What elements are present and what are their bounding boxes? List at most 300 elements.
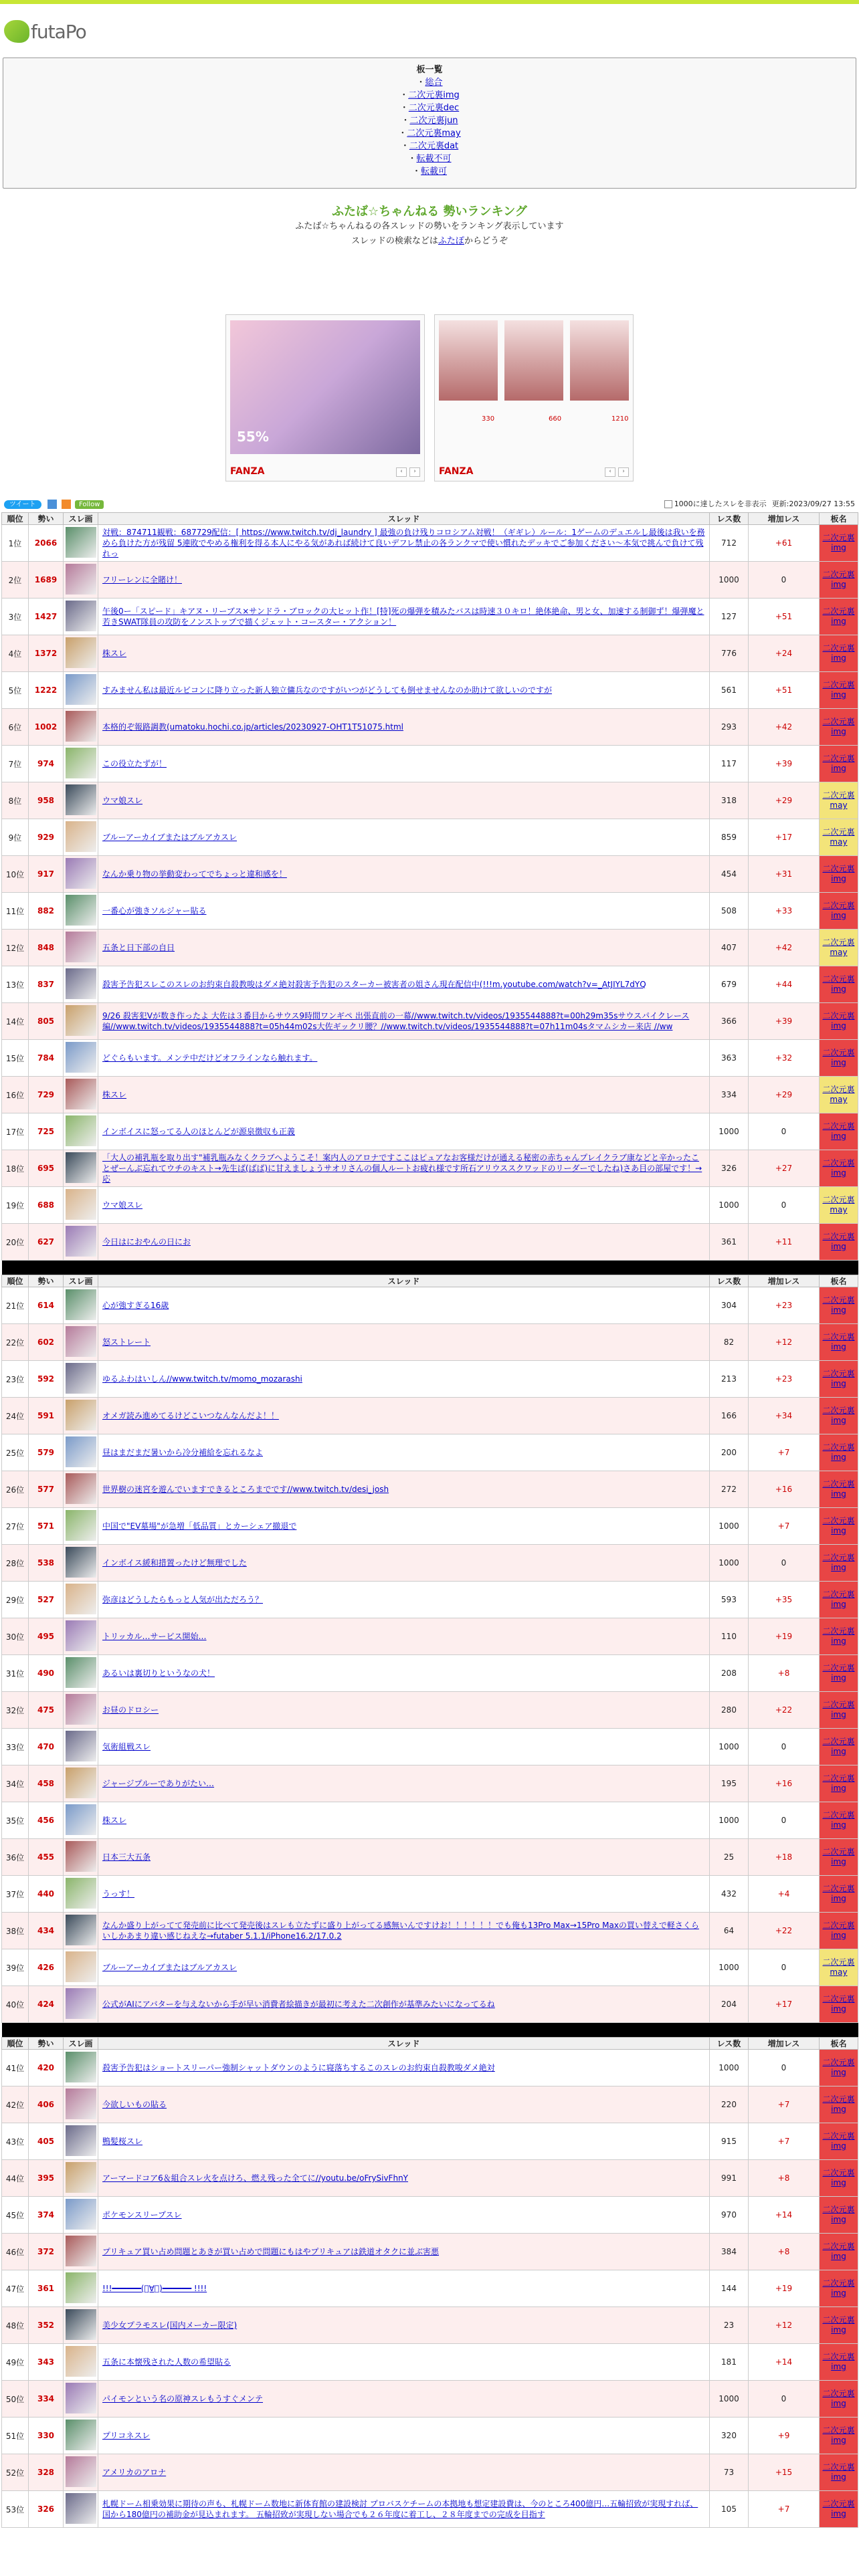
table-row bbox=[2, 1986, 858, 2023]
thread-link[interactable]: 対戦：874711観戦：687729配信：[ https://www.twitch.tv/dj_laundry ] 最強の負け残りコロシアム対戦！（ギギレ）ルール：1ゲームのデュエルし最後は我いを務めら負けた方が残留 5連敗でやめる権利を得る本人にやる気があれば続けて良いデフレ禁止の各ランクマで使い慣れたデッキでご参加ください～本気で挑んで負けて残れっ bbox=[102, 528, 705, 558]
board-name-link[interactable]: 二次元裏may bbox=[822, 1195, 855, 1214]
thread-thumbnail[interactable] bbox=[66, 932, 96, 962]
reply-count-cell: 334 bbox=[710, 1077, 749, 1113]
thread-thumbnail[interactable] bbox=[66, 1915, 96, 1945]
thumbnail-cell[interactable] bbox=[64, 1324, 98, 1361]
column-header[interactable]: 順位 bbox=[2, 1275, 29, 1287]
thread-thumbnail[interactable] bbox=[66, 1988, 96, 2019]
column-header[interactable]: 増加レス bbox=[749, 1275, 820, 1287]
thread-thumbnail[interactable] bbox=[66, 1005, 96, 1036]
thumbnail-cell[interactable] bbox=[64, 1077, 98, 1113]
thread-thumbnail[interactable] bbox=[66, 1584, 96, 1614]
board-cell bbox=[820, 1398, 858, 1434]
board-link[interactable]: 二次元裏may bbox=[407, 128, 461, 138]
thread-thumbnail[interactable] bbox=[66, 895, 96, 926]
board-name-link[interactable]: 二次元裏img bbox=[822, 570, 855, 589]
board-list-item bbox=[3, 102, 856, 114]
thread-link[interactable]: プリキュア買い占め問題とあきが買い占めで問題にもはやプリキュアは鉄道オタクに並ぶ害悪 bbox=[102, 2247, 440, 2256]
thread-thumbnail[interactable] bbox=[66, 1657, 96, 1688]
thread-thumbnail[interactable] bbox=[66, 858, 96, 889]
board-name-link[interactable]: 二次元裏img bbox=[822, 754, 855, 773]
thread-thumbnail[interactable] bbox=[66, 1289, 96, 1320]
thumbnail-cell[interactable] bbox=[64, 2307, 98, 2344]
column-header[interactable]: スレッド bbox=[98, 2038, 710, 2050]
board-name-link[interactable]: 二次元裏img bbox=[822, 1847, 855, 1866]
thread-link[interactable]: お昼のドロシー bbox=[102, 1705, 159, 1715]
board-name-link[interactable]: 二次元裏img bbox=[822, 1810, 855, 1830]
board-link[interactable]: 二次元裏jun bbox=[409, 116, 458, 126]
thread-title-cell bbox=[98, 1398, 710, 1434]
column-header[interactable]: スレ画 bbox=[64, 2038, 98, 2050]
board-name-link[interactable]: 二次元裏img bbox=[822, 864, 855, 883]
board-name-link[interactable]: 二次元裏img bbox=[822, 1121, 855, 1141]
thread-link[interactable]: すみません私は最近ルビコンに降り立った新人独立傭兵なのですがいつがどうしても倒せませんなのか助けて欲しいのですが bbox=[102, 685, 553, 695]
thread-link[interactable]: 怒ストレート bbox=[102, 1337, 151, 1347]
thread-link[interactable]: !!!━━━━━━(ﾟ∀ﾟ)━━━━━━ !!!! bbox=[102, 2284, 207, 2293]
board-name-link[interactable]: 二次元裏img bbox=[822, 974, 855, 994]
thread-thumbnail[interactable] bbox=[66, 1152, 96, 1183]
thumbnail-cell[interactable] bbox=[64, 2454, 98, 2491]
board-name-link[interactable]: 二次元裏img bbox=[822, 2131, 855, 2151]
column-header[interactable]: スレッド bbox=[98, 513, 710, 525]
thread-thumbnail[interactable] bbox=[66, 2199, 96, 2230]
thumbnail-cell[interactable] bbox=[64, 1508, 98, 1545]
column-header[interactable]: 増加レス bbox=[749, 513, 820, 525]
thumbnail-cell[interactable] bbox=[64, 1113, 98, 1150]
thread-link[interactable]: ウマ娘スレ bbox=[102, 1200, 143, 1210]
thread-link[interactable]: あるいは裏切りというなの犬！ bbox=[102, 1669, 215, 1678]
thumbnail-cell[interactable] bbox=[64, 1839, 98, 1876]
thread-thumbnail[interactable] bbox=[66, 1510, 96, 1541]
thread-thumbnail[interactable] bbox=[66, 1620, 96, 1651]
thread-thumbnail[interactable] bbox=[66, 637, 96, 668]
thread-link[interactable]: 日本三大五条 bbox=[102, 1852, 151, 1862]
reply-increase-cell: +44 bbox=[749, 966, 820, 1003]
thread-thumbnail[interactable] bbox=[66, 821, 96, 852]
column-header[interactable]: 板名 bbox=[820, 1275, 858, 1287]
speed-cell: 848 bbox=[29, 930, 64, 966]
board-name-link[interactable]: 二次元裏img bbox=[822, 2426, 855, 2445]
thread-thumbnail[interactable] bbox=[66, 2383, 96, 2413]
thumbnail-cell[interactable] bbox=[64, 930, 98, 966]
board-name-link[interactable]: 二次元裏may bbox=[822, 1085, 855, 1104]
thread-title-cell bbox=[98, 2160, 710, 2197]
thread-thumbnail[interactable] bbox=[66, 2493, 96, 2524]
reply-count-cell: 127 bbox=[710, 599, 749, 635]
table-row bbox=[2, 1729, 858, 1765]
thread-thumbnail[interactable] bbox=[66, 1731, 96, 1761]
board-name-link[interactable]: 二次元裏img bbox=[822, 901, 855, 920]
rank-cell: 17位 bbox=[2, 1113, 29, 1150]
thread-thumbnail[interactable] bbox=[66, 1363, 96, 1394]
thread-thumbnail[interactable] bbox=[66, 2088, 96, 2119]
thumbnail-cell[interactable] bbox=[64, 2160, 98, 2197]
board-link[interactable]: 転載不可 bbox=[416, 154, 452, 164]
column-header[interactable]: 勢い bbox=[29, 2038, 64, 2050]
board-list-item bbox=[3, 76, 856, 89]
board-link[interactable]: 二次元裏img bbox=[408, 90, 460, 100]
table-header bbox=[2, 1275, 858, 1287]
thumbnail-cell[interactable] bbox=[64, 1876, 98, 1913]
thread-link[interactable]: 五条と日下部の自日 bbox=[102, 943, 175, 952]
rank-cell: 18位 bbox=[2, 1150, 29, 1187]
thumbnail-cell[interactable] bbox=[64, 1287, 98, 1324]
ad-banner-right[interactable] bbox=[434, 314, 634, 481]
board-name-link[interactable]: 二次元裏img bbox=[822, 1994, 855, 2014]
rank-cell: 41位 bbox=[2, 2050, 29, 2086]
board-name-link[interactable]: 二次元裏img bbox=[822, 1232, 855, 1251]
thread-link[interactable]: 一番心が強きソルジャー貼る bbox=[102, 906, 207, 916]
checkbox-icon[interactable] bbox=[664, 500, 672, 508]
thread-link[interactable]: トリッカル…サービス開始… bbox=[102, 1632, 207, 1641]
thumbnail-cell[interactable] bbox=[64, 562, 98, 599]
rss-icon[interactable] bbox=[62, 500, 71, 509]
thumbnail-cell[interactable] bbox=[64, 1471, 98, 1508]
board-name-link[interactable]: 二次元裏img bbox=[822, 1048, 855, 1067]
board-link[interactable]: 二次元裏dec bbox=[408, 103, 460, 113]
thread-link[interactable]: ゆるふわはいしん//www.twitch.tv/momo_mozarashi bbox=[102, 1374, 302, 1384]
board-name-link[interactable]: 二次元裏img bbox=[822, 2168, 855, 2187]
board-name-link[interactable]: 二次元裏img bbox=[822, 1011, 855, 1031]
column-header[interactable]: 順位 bbox=[2, 2038, 29, 2050]
thread-thumbnail[interactable] bbox=[66, 2162, 96, 2193]
thumbnail-cell[interactable] bbox=[64, 893, 98, 930]
thumbnail-cell[interactable] bbox=[64, 2050, 98, 2086]
column-header[interactable]: スレ画 bbox=[64, 513, 98, 525]
site-logo[interactable] bbox=[0, 4, 859, 43]
thumbnail-cell[interactable] bbox=[64, 1618, 98, 1655]
reply-increase-cell: +19 bbox=[749, 1618, 820, 1655]
column-header[interactable]: 板名 bbox=[820, 513, 858, 525]
thread-link[interactable]: 心が強すぎる16歳 bbox=[102, 1301, 169, 1310]
tweet-button[interactable]: ツイート bbox=[4, 500, 41, 509]
reply-count-cell: 73 bbox=[710, 2454, 749, 2491]
thread-link[interactable]: 殺害予告犯はショートスリーパー強制シャットダウンのように寝落ちするこのスレのお約束自殺教唆ダメ絶対 bbox=[102, 2063, 495, 2072]
board-name-link[interactable]: 二次元裏img bbox=[822, 2352, 855, 2371]
board-cell bbox=[820, 2381, 858, 2418]
board-link[interactable]: 二次元裏dat bbox=[409, 141, 459, 151]
thread-link[interactable]: ブルーアーカイブまたはブルアカスレ bbox=[102, 1963, 237, 1972]
thread-link[interactable]: なんか盛り上がってて発売前に比べて発売後はスレも立たずに盛り上がってる感無いんですけお！！！！！！でも俺も13Pro Max→15Pro Maxの買い替えで軽さくらいしかあまり違い感じねえな→futaber 5.1.1/iPhone16.2/17.0.2 bbox=[102, 1921, 699, 1941]
board-link[interactable]: 総合 bbox=[425, 78, 443, 88]
thread-link[interactable]: オメガ読み進めてるけどこいつなんなんだよ！！ bbox=[102, 1411, 279, 1420]
thread-link[interactable]: 札幌ドーム相乗効果に期待の声も、札幌ドーム数地に新体育館の建設検討 プロバスケチームの本拠地も想定建設費は、今のところ400億円…五輪招致が実現すれば、国から180億円の補助金が見込まれます。 五輪招致が実現しない場合でも２６年度に着工し、２８年度までの完成を目指す bbox=[102, 2499, 698, 2519]
reply-count-cell: 454 bbox=[710, 856, 749, 893]
column-header[interactable]: スレッド bbox=[98, 1275, 710, 1287]
board-name-link[interactable]: 二次元裏img bbox=[822, 1406, 855, 1425]
ad-price: 660 bbox=[549, 415, 562, 423]
thread-link[interactable]: 五条に本懐残された人数の希望貼る bbox=[102, 2357, 231, 2367]
thread-thumbnail[interactable] bbox=[66, 968, 96, 999]
thumbnail-cell[interactable] bbox=[64, 2381, 98, 2418]
board-name-link[interactable]: 二次元裏img bbox=[822, 717, 855, 736]
thread-thumbnail[interactable] bbox=[66, 1326, 96, 1357]
reply-increase-cell: +29 bbox=[749, 782, 820, 819]
thread-link[interactable]: 中国で"EV墓場"が急増「低品質」とカーシェア撤退で bbox=[102, 1521, 297, 1531]
board-name-link[interactable]: 二次元裏img bbox=[822, 2242, 855, 2261]
thread-thumbnail[interactable] bbox=[66, 2052, 96, 2082]
table-row bbox=[2, 672, 858, 709]
thumbnail-cell[interactable] bbox=[64, 1361, 98, 1398]
thread-link[interactable]: 鴨髪桜スレ bbox=[102, 2137, 143, 2146]
thumbnail-cell[interactable] bbox=[64, 1655, 98, 1692]
thumbnail-cell[interactable] bbox=[64, 1765, 98, 1802]
board-name-link[interactable]: 二次元裏img bbox=[822, 2462, 855, 2482]
thumbnail-cell[interactable] bbox=[64, 1040, 98, 1077]
thread-link[interactable]: うっす！ bbox=[102, 1889, 135, 1899]
thread-thumbnail[interactable] bbox=[66, 784, 96, 815]
thread-link[interactable]: 殺害予告犯スレこのスレのお約束自殺教唆はダメ絶対殺害予告犯のスターカー被害者の姐さん現在配信中(!!!m.youtube.com/watch?v=_AtJIYL7dYQ bbox=[102, 980, 646, 989]
thread-thumbnail[interactable] bbox=[66, 2236, 96, 2266]
board-name-link[interactable]: 二次元裏may bbox=[822, 790, 855, 810]
thread-thumbnail[interactable] bbox=[66, 1115, 96, 1146]
column-header[interactable]: レス数 bbox=[710, 1275, 749, 1287]
board-name-link[interactable]: 二次元裏img bbox=[822, 1442, 855, 1462]
board-name-link[interactable]: 二次元裏img bbox=[822, 1369, 855, 1388]
thumbnail-cell[interactable] bbox=[64, 1434, 98, 1471]
ad-next-icon[interactable]: › bbox=[409, 467, 420, 477]
thumbnail-cell[interactable] bbox=[64, 1003, 98, 1040]
board-name-link[interactable]: 二次元裏img bbox=[822, 1884, 855, 1903]
thumbnail-cell[interactable] bbox=[64, 2418, 98, 2454]
thread-thumbnail[interactable] bbox=[66, 1841, 96, 1872]
thread-link[interactable]: この役立たずが！ bbox=[102, 759, 167, 768]
thumbnail-cell[interactable] bbox=[64, 709, 98, 746]
board-name-link[interactable]: 二次元裏img bbox=[822, 2095, 855, 2114]
column-header[interactable]: レス数 bbox=[710, 2038, 749, 2050]
reply-count-cell: 508 bbox=[710, 893, 749, 930]
thread-link[interactable]: 株スレ bbox=[102, 1090, 127, 1099]
thumbnail-cell[interactable] bbox=[64, 2086, 98, 2123]
board-name-link[interactable]: 二次元裏img bbox=[822, 1516, 855, 1535]
board-name-link[interactable]: 二次元裏may bbox=[822, 827, 855, 847]
thread-link[interactable]: 9/26 殺害犯Vが数き作ったよ 大佐は３番目からサウス9時間ワンギペ 出張直前の一幕//www.twitch.tv/videos/1935544888?t=00h29m35sサウスパイクレース編//www.twitch.tv/videos/1935544888?t=05h44m02s大佐ギックリ腰？//www.twitch.tv/videos/1935544888?t=07h11m04sタマムシカー来店 //ww bbox=[102, 1011, 690, 1031]
thread-link[interactable]: 公式がAIにアバターを与えないから手が早い消費者絵描きが最初に考えた二次創作が基準みたいになってるね bbox=[102, 2000, 495, 2009]
thread-thumbnail[interactable] bbox=[66, 711, 96, 742]
column-header[interactable]: 勢い bbox=[29, 513, 64, 525]
board-name-link[interactable]: 二次元裏may bbox=[822, 938, 855, 957]
board-name-link[interactable]: 二次元裏may bbox=[822, 1957, 855, 1977]
thread-link[interactable]: 気術組戦スレ bbox=[102, 1742, 151, 1751]
hide-full-threads-toggle[interactable] bbox=[664, 498, 767, 509]
hatena-bookmark-icon[interactable] bbox=[47, 500, 57, 509]
thread-thumbnail[interactable] bbox=[66, 674, 96, 705]
thread-link[interactable]: 今日はにおやんの日にお bbox=[102, 1237, 191, 1247]
thread-link[interactable]: 株スレ bbox=[102, 1816, 127, 1825]
board-name-link[interactable]: 二次元裏img bbox=[822, 1332, 855, 1352]
thumbnail-cell[interactable] bbox=[64, 2197, 98, 2234]
thread-thumbnail[interactable] bbox=[66, 527, 96, 558]
thumbnail-cell[interactable] bbox=[64, 819, 98, 856]
thumbnail-cell[interactable] bbox=[64, 2491, 98, 2528]
board-name-link[interactable]: 二次元裏img bbox=[822, 680, 855, 700]
thumbnail-cell[interactable] bbox=[64, 1949, 98, 1986]
board-name-link[interactable]: 二次元裏img bbox=[822, 1626, 855, 1646]
column-header[interactable]: 増加レス bbox=[749, 2038, 820, 2050]
thread-link[interactable]: アーマードコア6＆組合スレ火を点けろ、燃え残った全てに//youtu.be/oFrySivFhnY bbox=[102, 2173, 409, 2183]
thread-link[interactable]: 株スレ bbox=[102, 649, 127, 658]
thumbnail-cell[interactable] bbox=[64, 1986, 98, 2023]
thumbnail-cell[interactable] bbox=[64, 525, 98, 562]
speed-cell: 882 bbox=[29, 893, 64, 930]
thumbnail-cell[interactable] bbox=[64, 782, 98, 819]
ad-prev-icon[interactable]: ‹ bbox=[605, 467, 615, 477]
thread-link[interactable]: なんか乗り物の挙動変わってでちょっと違和感を！ bbox=[102, 869, 287, 879]
thread-thumbnail[interactable] bbox=[66, 2346, 96, 2377]
thread-link[interactable]: アメリカのアロナ bbox=[102, 2468, 167, 2477]
thread-thumbnail[interactable] bbox=[66, 2420, 96, 2450]
board-name-link[interactable]: 二次元裏img bbox=[822, 607, 855, 626]
thread-link[interactable]: どぐらもいます。メンテ中だけどオフラインなら触れます。 bbox=[102, 1053, 318, 1063]
thumbnail-cell[interactable] bbox=[64, 1187, 98, 1224]
thread-thumbnail[interactable] bbox=[66, 1189, 96, 1220]
thread-link[interactable]: プリコネスレ bbox=[102, 2431, 151, 2440]
futapo-link[interactable]: ふたぽ bbox=[438, 236, 464, 246]
thread-thumbnail[interactable] bbox=[66, 2125, 96, 2156]
thread-thumbnail[interactable] bbox=[66, 564, 96, 595]
board-cell bbox=[820, 746, 858, 782]
rank-cell: 1位 bbox=[2, 525, 29, 562]
thread-thumbnail[interactable] bbox=[66, 1226, 96, 1257]
board-name-link[interactable]: 二次元裏img bbox=[822, 1700, 855, 1719]
board-cell bbox=[820, 2344, 858, 2381]
thread-link[interactable]: 世界樹の迷宮を遊んでいますできるところまでです//www.twitch.tv/desi_josh bbox=[102, 1485, 389, 1494]
thumbnail-cell[interactable] bbox=[64, 2270, 98, 2307]
thread-thumbnail[interactable] bbox=[66, 1951, 96, 1982]
thumbnail-cell[interactable] bbox=[64, 746, 98, 782]
reply-count-cell: 82 bbox=[710, 1324, 749, 1361]
thread-link[interactable]: 昼はまだまだ暑いから冷分補給を忘れるなよ bbox=[102, 1448, 264, 1457]
thumbnail-cell[interactable] bbox=[64, 2344, 98, 2381]
ad-banner-left[interactable] bbox=[225, 314, 425, 481]
thumbnail-cell[interactable] bbox=[64, 2234, 98, 2270]
board-name-link[interactable]: 二次元裏img bbox=[822, 533, 855, 552]
thumbnail-cell[interactable] bbox=[64, 856, 98, 893]
board-name-link[interactable]: 二次元裏img bbox=[822, 2278, 855, 2298]
thread-link[interactable]: インボイス緩和措置ったけど無理でした bbox=[102, 1558, 247, 1568]
follow-button[interactable]: Follow bbox=[75, 500, 104, 509]
column-header[interactable]: 勢い bbox=[29, 1275, 64, 1287]
thread-thumbnail[interactable] bbox=[66, 748, 96, 778]
rank-cell: 47位 bbox=[2, 2270, 29, 2307]
thread-link[interactable]: パイモンという名の原神スレもうすぐメンテ bbox=[102, 2394, 264, 2403]
board-link[interactable]: 転載可 bbox=[421, 167, 448, 177]
board-name-link[interactable]: 二次元裏img bbox=[822, 1158, 855, 1178]
column-header[interactable]: 板名 bbox=[820, 2038, 858, 2050]
column-header[interactable]: スレ画 bbox=[64, 1275, 98, 1287]
checkbox-label: 1000に達したスレを非表示 bbox=[674, 500, 767, 508]
thread-link[interactable]: フリーレンに全賭け！ bbox=[102, 575, 182, 584]
board-name-link[interactable]: 二次元裏img bbox=[822, 1295, 855, 1315]
board-name-link[interactable]: 二次元裏img bbox=[822, 643, 855, 663]
thread-link[interactable]: 午後0ー「スピード」キアヌ・リーブス×サンドラ・ブロックの大ヒット作！[特]死の爆弾を積みたバスは時速３０キロ！絶体絶命、男と女、加速する制御ず！爆弾魔と若きSWAT隊員の攻防をノンストップで描くジェット・コースター・アクション！ bbox=[102, 607, 704, 627]
table-row bbox=[2, 2160, 858, 2197]
thread-thumbnail[interactable] bbox=[66, 1878, 96, 1909]
thread-thumbnail[interactable] bbox=[66, 601, 96, 631]
thumbnail-cell[interactable] bbox=[64, 966, 98, 1003]
thread-thumbnail[interactable] bbox=[66, 1767, 96, 1798]
thread-thumbnail[interactable] bbox=[66, 1042, 96, 1073]
thread-thumbnail[interactable] bbox=[66, 1079, 96, 1109]
thread-link[interactable]: ブルーアーカイブまたはブルアカスレ bbox=[102, 833, 237, 842]
board-name-link[interactable]: 二次元裏img bbox=[822, 2058, 855, 2077]
thumbnail-cell[interactable] bbox=[64, 1150, 98, 1187]
board-cell bbox=[820, 1582, 858, 1618]
thread-link[interactable]: 美少女プラモスレ(国内メーカー限定) bbox=[102, 2321, 237, 2330]
separator-cell bbox=[2, 1261, 858, 1275]
thread-link[interactable]: ポケモンスリープスレ bbox=[102, 2210, 182, 2220]
board-name-link[interactable]: 二次元裏img bbox=[822, 2315, 855, 2335]
thread-title-cell bbox=[98, 1077, 710, 1113]
board-name-link[interactable]: 二次元裏img bbox=[822, 1479, 855, 1499]
thread-title-cell bbox=[98, 1434, 710, 1471]
thumbnail-cell[interactable] bbox=[64, 1582, 98, 1618]
thread-link[interactable]: 弥彦はどうしたらもっと人気が出ただろう？ bbox=[102, 1595, 264, 1604]
thread-link[interactable]: 「大人の補乳瓶を取り出す"補乳瓶みなくクラブへようこそ！案内人のアロナですここはピュアなお客様だけが通える秘密の赤ちゃんプレイクラブ康などと辛かったことぜーんぶ忘れてウチのキスト→先生ば(ばば)に甘えましょうサオリさんの個人ルートお疲れ様です所石アリウススクワッドのリーダーでしたね)さあ目の部屋です！→応 bbox=[102, 1153, 702, 1184]
thumbnail-cell[interactable] bbox=[64, 599, 98, 635]
thread-thumbnail[interactable] bbox=[66, 2272, 96, 2303]
board-name-link[interactable]: 二次元裏img bbox=[822, 2499, 855, 2518]
thumbnail-cell[interactable] bbox=[64, 2123, 98, 2160]
speed-cell: 1427 bbox=[29, 599, 64, 635]
board-name-link[interactable]: 二次元裏img bbox=[822, 1774, 855, 1793]
ad-next-icon[interactable]: › bbox=[618, 467, 629, 477]
thread-link[interactable]: インボイスに怒ってる人のほとんどが源泉徴収も正義 bbox=[102, 1127, 295, 1136]
thread-thumbnail[interactable] bbox=[66, 2309, 96, 2340]
thread-thumbnail[interactable] bbox=[66, 1804, 96, 1835]
ad-prev-icon[interactable]: ‹ bbox=[396, 467, 407, 477]
thread-title-cell bbox=[98, 930, 710, 966]
board-name-link[interactable]: 二次元裏img bbox=[822, 1553, 855, 1572]
board-name-link[interactable]: 二次元裏img bbox=[822, 1663, 855, 1683]
thumbnail-cell[interactable] bbox=[64, 1398, 98, 1434]
thread-thumbnail[interactable] bbox=[66, 1547, 96, 1578]
thumbnail-cell[interactable] bbox=[64, 1545, 98, 1582]
thread-thumbnail[interactable] bbox=[66, 1694, 96, 1725]
thumbnail-cell[interactable] bbox=[64, 672, 98, 709]
thumbnail-cell[interactable] bbox=[64, 1802, 98, 1839]
thread-link[interactable]: ウマ娘スレ bbox=[102, 796, 143, 805]
speed-cell: 361 bbox=[29, 2270, 64, 2307]
thumbnail-cell[interactable] bbox=[64, 1224, 98, 1261]
board-name-link[interactable]: 二次元裏img bbox=[822, 1737, 855, 1756]
board-name-link[interactable]: 二次元裏img bbox=[822, 2389, 855, 2408]
speed-cell: 579 bbox=[29, 1434, 64, 1471]
table-row bbox=[2, 1876, 858, 1913]
thumbnail-cell[interactable] bbox=[64, 635, 98, 672]
thumbnail-cell[interactable] bbox=[64, 1729, 98, 1765]
thread-thumbnail[interactable] bbox=[66, 1436, 96, 1467]
board-cell bbox=[820, 1802, 858, 1839]
thread-thumbnail[interactable] bbox=[66, 1473, 96, 1504]
thread-thumbnail[interactable] bbox=[66, 2456, 96, 2487]
thread-thumbnail[interactable] bbox=[66, 1400, 96, 1430]
reply-increase-cell: +8 bbox=[749, 2160, 820, 2197]
thumbnail-cell[interactable] bbox=[64, 1913, 98, 1949]
board-name-link[interactable]: 二次元裏img bbox=[822, 2205, 855, 2224]
board-cell bbox=[820, 930, 858, 966]
board-name-link[interactable]: 二次元裏img bbox=[822, 1590, 855, 1609]
column-header[interactable]: 順位 bbox=[2, 513, 29, 525]
column-header[interactable]: レス数 bbox=[710, 513, 749, 525]
thread-link[interactable]: ジャージプルーでありがたい… bbox=[102, 1779, 215, 1788]
thumbnail-cell[interactable] bbox=[64, 1692, 98, 1729]
thread-link[interactable]: 今欲しいもの貼る bbox=[102, 2100, 167, 2109]
thread-link[interactable]: 本格的ぞ報路調教(umatoku.hochi.co.jp/articles/20230927-OHT1T51075.html bbox=[102, 722, 403, 732]
board-name-link[interactable]: 二次元裏img bbox=[822, 1921, 855, 1940]
thread-title-cell bbox=[98, 1839, 710, 1876]
rank-cell: 38位 bbox=[2, 1913, 29, 1949]
